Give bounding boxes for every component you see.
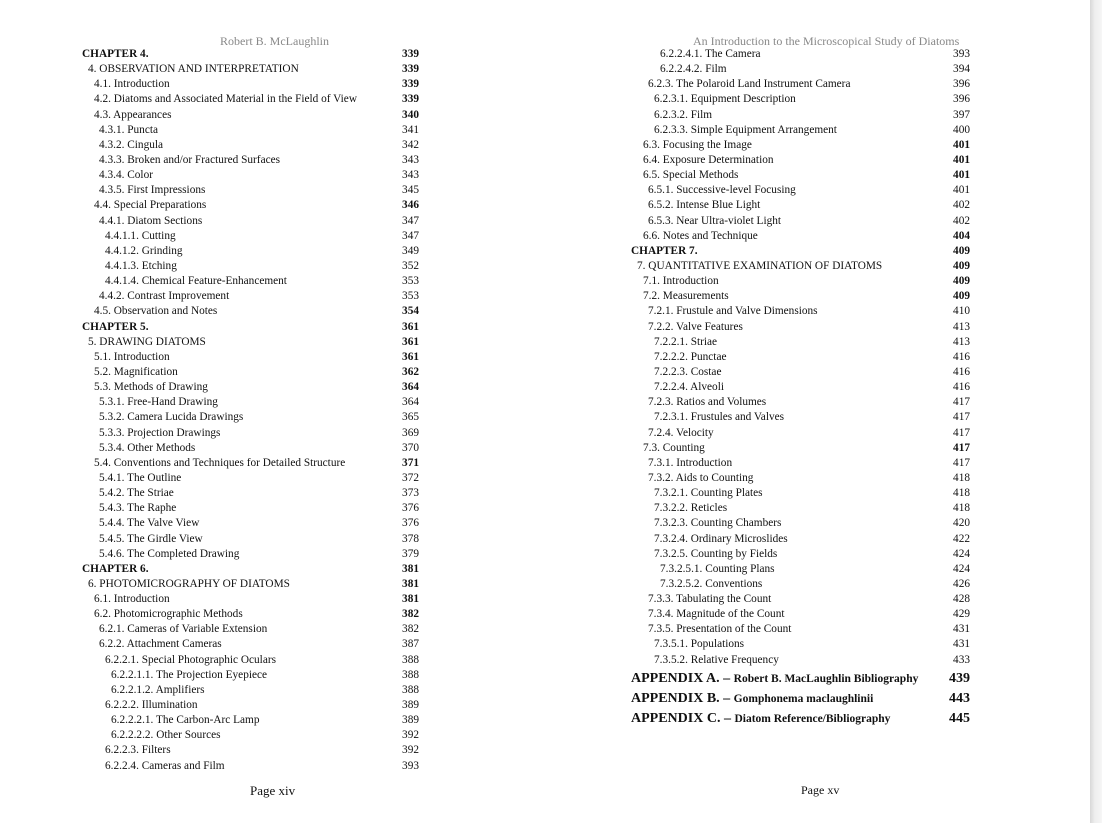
toc-entry[interactable]: [82, 698, 422, 713]
toc-entry-page: 400: [953, 123, 970, 136]
toc-entry-page: 382: [402, 623, 419, 636]
toc-appendix[interactable]: [631, 709, 1051, 728]
toc-entry-title: 7.1. Introduction: [643, 275, 719, 288]
toc-appendix[interactable]: [631, 689, 1051, 708]
toc-entry[interactable]: [82, 350, 422, 365]
toc-entry-page: 340: [402, 108, 419, 121]
toc-entry[interactable]: [631, 350, 1051, 365]
toc-entry-page: 416: [953, 365, 970, 378]
toc-entry-page: 353: [402, 275, 419, 288]
toc-entry-page: 413: [953, 335, 970, 348]
toc-entry[interactable]: [82, 92, 422, 107]
toc-entry[interactable]: [631, 592, 1051, 607]
toc-entry-title: 6.6. Notes and Technique: [643, 229, 758, 242]
toc-entry-title: 7.3.2.4. Ordinary Microslides: [654, 532, 788, 545]
toc-appendix-subtitle: Robert B. MacLaughlin Bibliography: [733, 672, 919, 685]
toc-entry-page: 389: [402, 714, 419, 727]
toc-entry-page: 404: [953, 229, 970, 242]
toc-entry-page: 378: [402, 532, 419, 545]
toc-entry[interactable]: [82, 244, 422, 259]
toc-entry-page: 429: [953, 608, 970, 621]
toc-entry[interactable]: [82, 653, 422, 668]
toc-entry-title: 5.1. Introduction: [94, 350, 170, 363]
toc-entry-page: 369: [402, 426, 419, 439]
toc-entry-title: 6.2.2.1.1. The Projection Eyepiece: [111, 668, 268, 681]
toc-entry[interactable]: [631, 198, 1051, 213]
toc-entry-page: 365: [402, 411, 419, 424]
toc-appendix-title: [631, 669, 918, 689]
toc-entry-title: 6.2.3.3. Simple Equipment Arrangement: [654, 123, 837, 136]
toc-entry-title: 4.3.3. Broken and/or Fractured Surfaces: [99, 153, 281, 166]
toc-entry-title: 4.3.4. Color: [99, 169, 153, 182]
toc-entry[interactable]: [82, 471, 422, 486]
toc-entry-page: 345: [402, 184, 419, 197]
toc-appendix[interactable]: [631, 669, 1051, 688]
toc-entry-page: 387: [402, 638, 419, 651]
toc-entry-page: 393: [402, 759, 419, 772]
toc-entry-title: 6.2.3. The Polaroid Land Instrument Camera: [648, 78, 851, 91]
toc-entry-page: 418: [953, 471, 970, 484]
toc-entry-title: 6.2. Photomicrographic Methods: [94, 608, 243, 621]
toc-entry-title: 7.3.2.5.2. Conventions: [660, 577, 763, 590]
toc-appendix-page: 439: [949, 670, 970, 686]
toc-entry[interactable]: [631, 77, 1051, 92]
toc-entry-title: 4.3. Appearances: [94, 108, 172, 121]
toc-entry-title: 7.2.3. Ratios and Volumes: [648, 396, 767, 409]
toc-entry-title: 6.5.3. Near Ultra-violet Light: [648, 214, 782, 227]
toc-entry-title: 6.2.3.1. Equipment Description: [654, 93, 796, 106]
toc-entry-title: 6.3. Focusing the Image: [643, 138, 752, 151]
toc-entry-title: 6.2.2.1.2. Amplifiers: [111, 683, 205, 696]
toc-entry-page: 379: [402, 547, 419, 560]
toc-entry-title: 5.4.4. The Valve View: [99, 517, 200, 530]
toc-entry-title: 4.4. Special Preparations: [94, 199, 207, 212]
toc-entry[interactable]: [631, 92, 1051, 107]
toc-entry[interactable]: [82, 743, 422, 758]
toc-entry-title: 7.2.2.3. Costae: [654, 365, 722, 378]
page-number-left: Page xiv: [250, 783, 296, 798]
toc-entry-title: 6.2.2.4. Cameras and Film: [105, 759, 225, 772]
toc-entry-title: 6. PHOTOMICROGRAPHY OF DIATOMS: [88, 577, 290, 590]
toc-entry[interactable]: [631, 47, 1051, 62]
toc-entry[interactable]: [631, 395, 1051, 410]
toc-entry-page: 371: [402, 456, 419, 469]
toc-entry-title: 7.2.2.2. Punctae: [654, 350, 727, 363]
toc-entry[interactable]: [631, 138, 1051, 153]
toc-entry-title: 5.3. Methods of Drawing: [94, 381, 208, 394]
toc-entry-page: 339: [402, 93, 419, 106]
toc-entry[interactable]: [631, 289, 1051, 304]
toc-entry-title: 7.2.1. Frustule and Valve Dimensions: [648, 305, 818, 318]
toc-entry-title: 4.1. Introduction: [94, 78, 170, 91]
toc-entry[interactable]: [82, 168, 422, 183]
toc-entry-title: 5.4.6. The Completed Drawing: [99, 547, 240, 560]
toc-entry[interactable]: [82, 395, 422, 410]
toc-entry-title: 6.5. Special Methods: [643, 169, 739, 182]
toc-entry-title: 4.5. Observation and Notes: [94, 305, 218, 318]
toc-entry[interactable]: [82, 274, 422, 289]
toc-entry[interactable]: [82, 259, 422, 274]
toc-entry-page: 339: [402, 48, 419, 60]
toc-entry-title: 7.2.2.4. Alveoli: [654, 381, 724, 394]
toc-entry-title: 4. OBSERVATION AND INTERPRETATION: [88, 63, 299, 76]
toc-entry-page: 428: [953, 593, 970, 606]
toc-entry-page: 417: [953, 441, 970, 454]
toc-entry[interactable]: [631, 501, 1051, 516]
toc-entry[interactable]: [82, 728, 422, 743]
toc-entry-title: 4.3.5. First Impressions: [99, 184, 206, 197]
toc-entry[interactable]: [631, 637, 1051, 652]
toc-entry[interactable]: [631, 547, 1051, 562]
toc-entry[interactable]: [82, 183, 422, 198]
toc-entry-page: 392: [402, 744, 419, 757]
toc-entry-title: 7.3.2.3. Counting Chambers: [654, 517, 782, 530]
toc-entry-title: CHAPTER 4.: [82, 48, 149, 60]
toc-appendix-page: 445: [949, 710, 970, 726]
toc-entry[interactable]: [631, 471, 1051, 486]
toc-entry-page: 376: [402, 502, 419, 515]
toc-entry-title: 7.3.2.5. Counting by Fields: [654, 547, 778, 560]
toc-entry-page: 417: [953, 411, 970, 424]
toc-entry[interactable]: [82, 456, 422, 471]
toc-entry-page: 382: [402, 608, 419, 621]
toc-entry[interactable]: [82, 289, 422, 304]
toc-entry-title: 4.4.1.3. Etching: [105, 259, 177, 272]
toc-entry-title: CHAPTER 7.: [631, 244, 698, 257]
toc-entry-title: 7.3.2.1. Counting Plates: [654, 487, 763, 500]
toc-entry[interactable]: [631, 607, 1051, 622]
toc-chapter-heading[interactable]: [82, 320, 422, 335]
toc-entry-title: 5.3.1. Free-Hand Drawing: [99, 396, 218, 409]
toc-entry-page: 409: [953, 244, 970, 257]
toc-entry[interactable]: [82, 622, 422, 637]
toc-entry[interactable]: [631, 532, 1051, 547]
toc-entry-page: 353: [402, 290, 419, 303]
toc-entry-page: 361: [402, 335, 419, 348]
toc-entry[interactable]: [82, 62, 422, 77]
toc-entry-title: 7.3.2.5.1. Counting Plans: [660, 562, 775, 575]
toc-entry[interactable]: [82, 577, 422, 592]
toc-entry-title: 5.4.3. The Raphe: [99, 502, 177, 515]
toc-entry[interactable]: [631, 274, 1051, 289]
toc-entry-page: 418: [953, 487, 970, 500]
toc-entry-title: 6.2.3.2. Film: [654, 108, 713, 121]
toc-entry-page: 418: [953, 502, 970, 515]
toc-entry-page: 409: [953, 259, 970, 272]
toc-entry-title: 7.3.5. Presentation of the Count: [648, 623, 792, 636]
toc-entry[interactable]: [82, 607, 422, 622]
toc-entry-title: CHAPTER 6.: [82, 562, 149, 575]
toc-entry[interactable]: [82, 759, 422, 774]
toc-entry-page: 413: [953, 320, 970, 333]
toc-entry[interactable]: [631, 229, 1051, 244]
right-page: [551, 0, 1090, 823]
toc-entry[interactable]: [631, 653, 1051, 668]
toc-entry[interactable]: [631, 123, 1051, 138]
toc-entry-page: 396: [953, 93, 970, 106]
toc-entry-page: 339: [402, 63, 419, 76]
toc-entry-page: 416: [953, 381, 970, 394]
toc-entry-title: 6.2.1. Cameras of Variable Extension: [99, 623, 268, 636]
toc-entry-page: 417: [953, 426, 970, 439]
toc-entry[interactable]: [82, 108, 422, 123]
toc-entry[interactable]: [82, 123, 422, 138]
toc-entry[interactable]: [82, 77, 422, 92]
toc-entry[interactable]: [631, 562, 1051, 577]
toc-entry-title: 5.4.5. The Girdle View: [99, 532, 203, 545]
toc-entry[interactable]: [631, 577, 1051, 592]
toc-entry-page: 393: [953, 48, 970, 60]
toc-entry-page: 364: [402, 396, 419, 409]
toc-chapter-heading[interactable]: [82, 47, 422, 62]
toc-appendix-title: [631, 709, 890, 729]
toc-entry-page: 417: [953, 396, 970, 409]
toc-entry-title: 7.3.2. Aids to Counting: [648, 471, 754, 484]
toc-entry-page: 347: [402, 214, 419, 227]
toc-entry-title: 7. QUANTITATIVE EXAMINATION OF DIATOMS: [637, 259, 883, 272]
toc-entry-page: 410: [953, 305, 970, 318]
toc-entry-page: 339: [402, 78, 419, 91]
toc-entry[interactable]: [631, 441, 1051, 456]
toc-entry-page: 409: [953, 290, 970, 303]
toc-entry[interactable]: [82, 410, 422, 425]
toc-entry-title: 5.4. Conventions and Techniques for Detailed Structure: [94, 456, 346, 469]
toc-entry-page: 361: [402, 320, 419, 333]
toc-entry[interactable]: [631, 516, 1051, 531]
toc-entry[interactable]: [82, 713, 422, 728]
toc-entry-title: 7.3.5.2. Relative Frequency: [654, 653, 779, 666]
toc-entry-title: 7.2.2.1. Striae: [654, 335, 718, 348]
toc-entry[interactable]: [631, 320, 1051, 335]
toc-entry-page: 392: [402, 729, 419, 742]
toc-entry[interactable]: [82, 592, 422, 607]
toc-entry[interactable]: [82, 380, 422, 395]
toc-entry[interactable]: [82, 547, 422, 562]
toc-entry-title: 7.3.5.1. Populations: [654, 638, 745, 651]
toc-entry[interactable]: [631, 335, 1051, 350]
toc-entry[interactable]: [82, 138, 422, 153]
toc-entry-page: 347: [402, 229, 419, 242]
toc-entry[interactable]: [631, 410, 1051, 425]
toc-chapter-heading[interactable]: [82, 562, 422, 577]
toc-entry[interactable]: [82, 214, 422, 229]
toc-entry-page: 346: [402, 199, 419, 212]
toc-entry-page: 426: [953, 577, 970, 590]
toc-entry[interactable]: [82, 335, 422, 350]
toc-entry[interactable]: [82, 516, 422, 531]
toc-entry-title: 6.5.1. Successive-level Focusing: [648, 184, 796, 197]
toc-appendix-label: APPENDIX B. –: [631, 690, 734, 706]
toc-entry[interactable]: [82, 304, 422, 319]
toc-entry-title: 6.2.2.1. Special Photographic Oculars: [105, 653, 276, 666]
toc-entry[interactable]: [82, 426, 422, 441]
toc-entry-page: 394: [953, 63, 970, 76]
toc-entry[interactable]: [631, 456, 1051, 471]
toc-entry-title: 6.2.2.4.1. The Camera: [660, 48, 761, 60]
toc-entry-page: 342: [402, 138, 419, 151]
toc-entry[interactable]: [631, 153, 1051, 168]
toc-entry-title: 7.3.3. Tabulating the Count: [648, 593, 772, 606]
toc-entry[interactable]: [82, 441, 422, 456]
toc-entry[interactable]: [631, 183, 1051, 198]
toc-appendix-title: [631, 689, 873, 709]
toc-entry-title: 4.3.1. Puncta: [99, 123, 158, 136]
toc-entry-title: 7.2. Measurements: [643, 290, 729, 303]
toc-entry-title: 7.3. Counting: [643, 441, 705, 454]
toc-entry[interactable]: [82, 229, 422, 244]
toc-entry-title: 5.4.1. The Outline: [99, 471, 182, 484]
toc-entry[interactable]: [82, 668, 422, 683]
toc-entry-page: 401: [953, 184, 970, 197]
toc-entry-page: 354: [402, 305, 419, 318]
toc-entry[interactable]: [631, 426, 1051, 441]
toc-entry-title: 5.3.4. Other Methods: [99, 441, 196, 454]
toc-entry-title: CHAPTER 5.: [82, 320, 149, 333]
toc-left: [82, 47, 422, 774]
toc-entry-page: 389: [402, 699, 419, 712]
toc-entry-page: 433: [953, 653, 970, 666]
page-number-right: Page xv: [801, 783, 840, 797]
toc-entry-title: 7.2.3.1. Frustules and Valves: [654, 411, 785, 424]
toc-entry-page: 431: [953, 623, 970, 636]
toc-entry-title: 5.4.2. The Striae: [99, 487, 174, 500]
toc-entry[interactable]: [82, 637, 422, 652]
toc-appendix-page: 443: [949, 690, 970, 706]
toc-entry-title: 7.3.1. Introduction: [648, 456, 733, 469]
toc-entry-page: 402: [953, 214, 970, 227]
toc-entry-page: 341: [402, 123, 419, 136]
toc-entry-page: 370: [402, 441, 419, 454]
toc-entry-page: 373: [402, 487, 419, 500]
toc-entry-title: 5.3.2. Camera Lucida Drawings: [99, 411, 244, 424]
running-head-right: An Introduction to the Microscopical Study of Diatoms: [693, 34, 960, 48]
toc-entry-title: 7.2.4. Velocity: [648, 426, 714, 439]
toc-entry-title: 6.2.2.2. Illumination: [105, 699, 198, 712]
toc-entry-page: 388: [402, 668, 419, 681]
toc-entry-title: 6.2.2.4.2. Film: [660, 63, 727, 76]
toc-entry[interactable]: [631, 304, 1051, 319]
toc-entry-page: 361: [402, 350, 419, 363]
toc-entry-title: 6.2.2.2.2. Other Sources: [111, 729, 221, 742]
toc-entry-title: 5.3.3. Projection Drawings: [99, 426, 221, 439]
toc-entry-page: 397: [953, 108, 970, 121]
toc-entry-page: 409: [953, 275, 970, 288]
toc-entry-page: 401: [953, 153, 970, 166]
toc-entry[interactable]: [631, 622, 1051, 637]
toc-appendix-subtitle: Diatom Reference/Bibliography: [734, 712, 891, 725]
toc-entry-page: 388: [402, 683, 419, 696]
toc-entry[interactable]: [631, 380, 1051, 395]
toc-entry-page: 349: [402, 244, 419, 257]
toc-entry-page: 420: [953, 517, 970, 530]
toc-entry[interactable]: [82, 501, 422, 516]
toc-entry-page: 364: [402, 381, 419, 394]
toc-entry-title: 6.2.2.2.1. The Carbon-Arc Lamp: [111, 714, 260, 727]
toc-entry-page: 372: [402, 471, 419, 484]
toc-entry[interactable]: [82, 365, 422, 380]
toc-entry[interactable]: [631, 108, 1051, 123]
toc-entry-page: 381: [402, 593, 419, 606]
running-head-left: Robert B. McLaughlin: [220, 34, 329, 48]
toc-entry-title: 4.4.1.1. Cutting: [105, 229, 176, 242]
toc-entry[interactable]: [631, 259, 1051, 274]
toc-entry-title: 5. DRAWING DIATOMS: [88, 335, 206, 348]
toc-entry-title: 4.4.2. Contrast Improvement: [99, 290, 230, 303]
toc-entry-title: 4.4.1. Diatom Sections: [99, 214, 203, 227]
toc-entry[interactable]: [631, 486, 1051, 501]
toc-entry-page: 424: [953, 562, 970, 575]
toc-chapter-heading[interactable]: [631, 244, 1051, 259]
toc-entry-title: 6.1. Introduction: [94, 593, 170, 606]
toc-entry-page: 416: [953, 350, 970, 363]
toc-entry-title: 4.4.1.4. Chemical Feature-Enhancement: [105, 275, 287, 288]
toc-entry-title: 6.4. Exposure Determination: [643, 153, 774, 166]
toc-entry[interactable]: [82, 198, 422, 213]
toc-entry[interactable]: [631, 365, 1051, 380]
toc-entry-page: 343: [402, 153, 419, 166]
toc-entry-page: 376: [402, 517, 419, 530]
toc-entry-title: 4.2. Diatoms and Associated Material in the Field of View: [94, 93, 357, 106]
scrollbar-gutter: [1090, 0, 1102, 823]
toc-entry-page: 381: [402, 577, 419, 590]
toc-entry-title: 4.3.2. Cingula: [99, 138, 164, 151]
toc-entry-page: 388: [402, 653, 419, 666]
toc-entry-title: 6.2.2. Attachment Cameras: [99, 638, 222, 651]
toc-entry-title: 5.2. Magnification: [94, 365, 178, 378]
toc-appendix-label: APPENDIX A. –: [631, 670, 734, 686]
toc-appendix-label: APPENDIX C. –: [631, 710, 735, 726]
toc-entry-page: 431: [953, 638, 970, 651]
toc-entry-title: 7.3.2.2. Reticles: [654, 502, 728, 515]
toc-entry-page: 352: [402, 259, 419, 272]
toc-entry[interactable]: [631, 62, 1051, 77]
toc-entry-title: 4.4.1.2. Grinding: [105, 244, 183, 257]
toc-entry-page: 343: [402, 169, 419, 182]
toc-entry-page: 424: [953, 547, 970, 560]
toc-appendix-subtitle: Gomphonema maclaughlinii: [733, 692, 874, 705]
toc-entry[interactable]: [82, 486, 422, 501]
toc-entry[interactable]: [82, 153, 422, 168]
toc-entry-title: 7.3.4. Magnitude of the Count: [648, 608, 785, 621]
toc-entry-page: 362: [402, 365, 419, 378]
toc-entry-title: 6.5.2. Intense Blue Light: [648, 199, 761, 212]
toc-entry-page: 402: [953, 199, 970, 212]
toc-entry[interactable]: [631, 214, 1051, 229]
toc-entry[interactable]: [631, 168, 1051, 183]
toc-entry-title: 7.2.2. Valve Features: [648, 320, 743, 333]
toc-entry[interactable]: [82, 532, 422, 547]
toc-entry-title: 6.2.2.3. Filters: [105, 744, 171, 757]
toc-entry-page: 422: [953, 532, 970, 545]
toc-entry-page: 401: [953, 169, 970, 182]
toc-entry[interactable]: [82, 683, 422, 698]
toc-right: [631, 47, 1051, 728]
toc-entry-page: 396: [953, 78, 970, 91]
toc-entry-page: 417: [953, 456, 970, 469]
toc-entry-page: 381: [402, 562, 419, 575]
toc-entry-page: 401: [953, 138, 970, 151]
